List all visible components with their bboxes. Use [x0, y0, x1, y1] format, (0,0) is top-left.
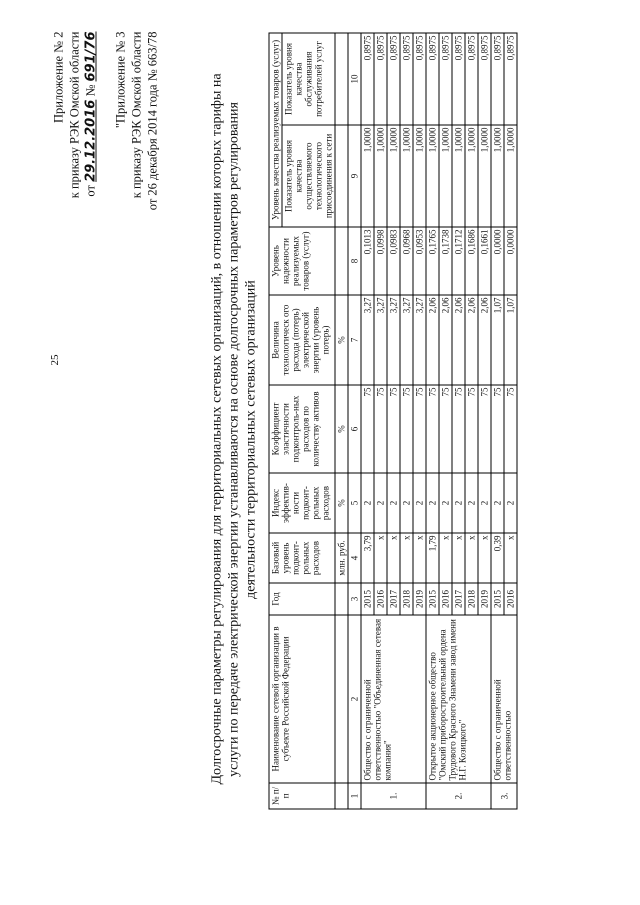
- header-org-name: Наименование сетевой организации в субъекте Российской Федерации: [269, 615, 335, 783]
- cell-losses: 2,06: [452, 295, 465, 385]
- appendix-2-date-line: [83, 32, 100, 199]
- colnum: 6: [348, 385, 361, 473]
- cell-efficiency: 2: [361, 473, 374, 533]
- cell-elasticity: 75: [400, 385, 413, 473]
- colnum: 5: [348, 473, 361, 533]
- cell-losses: 3,27: [400, 295, 413, 385]
- cell-elasticity: 75: [452, 385, 465, 473]
- cell-losses: 2,06: [426, 295, 439, 385]
- colnum: 8: [348, 227, 361, 295]
- cell-losses: 2,06: [478, 295, 491, 385]
- appendix-2-number: 691/76: [83, 31, 99, 82]
- cell-year: 2018: [400, 583, 413, 615]
- appendix-3-block: [113, 32, 161, 211]
- table-row: [491, 33, 504, 809]
- header-reliability: Уровень надежности реализуемых товаров (услуг): [269, 227, 335, 295]
- unit-base-level: млн. руб.: [335, 533, 348, 583]
- cell-efficiency: 2: [478, 473, 491, 533]
- cell-base-level: x: [374, 533, 387, 583]
- cell-quality-connection: 1,0000: [439, 125, 452, 227]
- cell-efficiency: 2: [413, 473, 426, 533]
- header-num: № п/п: [269, 783, 335, 809]
- colnum: 7: [348, 295, 361, 385]
- cell-elasticity: 75: [504, 385, 517, 473]
- cell-quality-service: 0,8975: [491, 33, 504, 125]
- cell-efficiency: 2: [504, 473, 517, 533]
- cell-quality-service: 0,8975: [374, 33, 387, 125]
- cell-year: 2015: [426, 583, 439, 615]
- header-year: Год: [269, 583, 335, 615]
- cell-reliability: 0,0998: [374, 227, 387, 295]
- appendix-2-line1: к приказу РЭК Омской области: [67, 31, 82, 199]
- cell-losses: 3,27: [413, 295, 426, 385]
- unit-efficiency: %: [335, 473, 348, 533]
- cell-elasticity: 75: [387, 385, 400, 473]
- cell-elasticity: 75: [413, 385, 426, 473]
- appendix-2-date: 29.12.2016: [83, 99, 99, 182]
- cell-elasticity: 75: [439, 385, 452, 473]
- table-row: [361, 33, 374, 809]
- title-line-1: Долгосрочные параметры регулирования для территориальных сетевых организаций, в отношении которых тарифы на: [209, 73, 225, 785]
- cell-losses: 3,27: [361, 295, 374, 385]
- cell-quality-connection: 1,0000: [413, 125, 426, 227]
- cell-elasticity: 75: [491, 385, 504, 473]
- header-efficiency-index: Индекс эффектив-ности подконт-рольных расходов: [269, 473, 335, 533]
- cell-efficiency: 2: [387, 473, 400, 533]
- cell-year: 2016: [374, 583, 387, 615]
- cell-efficiency: 2: [439, 473, 452, 533]
- cell-year: 2019: [413, 583, 426, 615]
- cell-quality-service: 0,8975: [439, 33, 452, 125]
- units-row: [335, 33, 348, 809]
- cell-losses: 2,06: [465, 295, 478, 385]
- cell-quality-connection: 1,0000: [426, 125, 439, 227]
- colnum: 9: [348, 125, 361, 227]
- cell-base-level: x: [478, 533, 491, 583]
- appendix-3-line1: к приказу РЭК Омской области: [129, 31, 144, 199]
- parameters-table-wrapper: [269, 34, 518, 810]
- cell-year: 2015: [491, 583, 504, 615]
- cell-reliability: 0,0000: [504, 227, 517, 295]
- appendix-3-title: "Приложение № 3: [113, 31, 128, 129]
- cell-base-level: 0,39: [491, 533, 504, 583]
- cell-year: 2016: [504, 583, 517, 615]
- colnum: 3: [348, 583, 361, 615]
- cell-base-level: x: [413, 533, 426, 583]
- cell-quality-service: 0,8975: [387, 33, 400, 125]
- table-row: [426, 33, 439, 809]
- appendix-3-line2: от 26 декабря 2014 года № 663/78: [145, 31, 160, 211]
- cell-base-level: 3,79: [361, 533, 374, 583]
- cell-org-num: 1.: [361, 783, 426, 809]
- document-title: [209, 73, 260, 785]
- cell-quality-service: 0,8975: [452, 33, 465, 125]
- cell-quality-connection: 1,0000: [374, 125, 387, 227]
- cell-reliability: 0,1013: [361, 227, 374, 295]
- header-quality-connection: Показатель уровня качества осуществляемого технологического присоединения к сети: [282, 125, 335, 227]
- colnum: 10: [348, 33, 361, 125]
- cell-reliability: 0,1738: [439, 227, 452, 295]
- cell-quality-connection: 1,0000: [361, 125, 374, 227]
- cell-org-name: Открытое акционерное общество "Омский приборостроительный ордена Трудового Красного Знамени завод имени Н.Г. Козицкого": [426, 615, 491, 783]
- cell-year: 2018: [465, 583, 478, 615]
- header-base-level: Базовый уровень подконт-рольных расходов: [269, 533, 335, 583]
- header-losses: Величина технологическ ого расхода (потерь) электрической энергии (уровень потерь): [269, 295, 335, 385]
- title-line-3: деятельности территориальных сетевых организаций: [243, 280, 259, 599]
- cell-losses: 2,06: [439, 295, 452, 385]
- table-body: [361, 33, 517, 809]
- cell-quality-connection: 1,0000: [491, 125, 504, 227]
- cell-quality-connection: 1,0000: [400, 125, 413, 227]
- title-line-2: услуги по передаче электрической энергии устанавливаются на основе долгосрочных параметров регулирования: [226, 102, 242, 777]
- appendix-2-num-prefix: №: [83, 84, 98, 97]
- page-number: 25: [49, 354, 61, 366]
- cell-efficiency: 2: [491, 473, 504, 533]
- cell-losses: 3,27: [374, 295, 387, 385]
- cell-reliability: 0,1765: [426, 227, 439, 295]
- cell-year: 2015: [361, 583, 374, 615]
- unit-elasticity: %: [335, 385, 348, 473]
- cell-quality-connection: 1,0000: [387, 125, 400, 227]
- cell-year: 2017: [387, 583, 400, 615]
- cell-efficiency: 2: [426, 473, 439, 533]
- cell-reliability: 0,1661: [478, 227, 491, 295]
- cell-year: 2017: [452, 583, 465, 615]
- cell-quality-service: 0,8975: [400, 33, 413, 125]
- cell-reliability: 0,0983: [387, 227, 400, 295]
- header-quality: Уровень качества реализуемых товаров (услуг): [269, 33, 282, 227]
- cell-base-level: x: [387, 533, 400, 583]
- cell-efficiency: 2: [452, 473, 465, 533]
- cell-losses: 1,07: [504, 295, 517, 385]
- cell-efficiency: 2: [465, 473, 478, 533]
- cell-losses: 3,27: [387, 295, 400, 385]
- unit-losses: %: [335, 295, 348, 385]
- cell-quality-service: 0,8975: [426, 33, 439, 125]
- cell-base-level: x: [452, 533, 465, 583]
- cell-efficiency: 2: [400, 473, 413, 533]
- cell-quality-connection: 1,0000: [452, 125, 465, 227]
- cell-elasticity: 75: [374, 385, 387, 473]
- column-number-row: [348, 33, 361, 809]
- cell-base-level: x: [504, 533, 517, 583]
- cell-elasticity: 75: [426, 385, 439, 473]
- cell-year: 2019: [478, 583, 491, 615]
- cell-quality-service: 0,8975: [361, 33, 374, 125]
- cell-elasticity: 75: [478, 385, 491, 473]
- cell-year: 2016: [439, 583, 452, 615]
- appendix-2-title: Приложение № 2: [51, 31, 66, 124]
- cell-org-num: 3.: [491, 783, 517, 809]
- cell-reliability: 0,0000: [491, 227, 504, 295]
- rotated-page: [1, 0, 640, 905]
- cell-org-name: Общество с ограниченной ответственностью "Объединенная сетевая компания": [361, 615, 426, 783]
- appendix-2-date-prefix: от: [83, 185, 98, 197]
- cell-base-level: 1,79: [426, 533, 439, 583]
- colnum: 1: [348, 783, 361, 809]
- cell-base-level: x: [439, 533, 452, 583]
- cell-quality-connection: 1,0000: [478, 125, 491, 227]
- header-quality-service: Показатель уровня качества обслуживания потребителей услуг: [282, 33, 335, 125]
- cell-reliability: 0,0953: [413, 227, 426, 295]
- cell-quality-service: 0,8975: [478, 33, 491, 125]
- cell-quality-connection: 1,0000: [465, 125, 478, 227]
- cell-quality-service: 0,8975: [465, 33, 478, 125]
- cell-org-num: 2.: [426, 783, 491, 809]
- cell-losses: 1,07: [491, 295, 504, 385]
- cell-efficiency: 2: [374, 473, 387, 533]
- cell-base-level: x: [465, 533, 478, 583]
- cell-quality-service: 0,8975: [413, 33, 426, 125]
- cell-elasticity: 75: [361, 385, 374, 473]
- appendix-2-block: [51, 32, 100, 199]
- cell-org-name: Общество с ограниченной ответственностью: [491, 615, 517, 783]
- cell-quality-service: 0,8975: [504, 33, 517, 125]
- cell-reliability: 0,1686: [465, 227, 478, 295]
- colnum: 2: [348, 615, 361, 783]
- colnum: 4: [348, 533, 361, 583]
- cell-reliability: 0,1712: [452, 227, 465, 295]
- parameters-table: [269, 32, 518, 809]
- cell-reliability: 0,0968: [400, 227, 413, 295]
- header-elasticity: Коэффициент эластичности подконтроль-ных расходов по количеству активов: [269, 385, 335, 473]
- cell-elasticity: 75: [465, 385, 478, 473]
- cell-base-level: x: [400, 533, 413, 583]
- cell-quality-connection: 1,0000: [504, 125, 517, 227]
